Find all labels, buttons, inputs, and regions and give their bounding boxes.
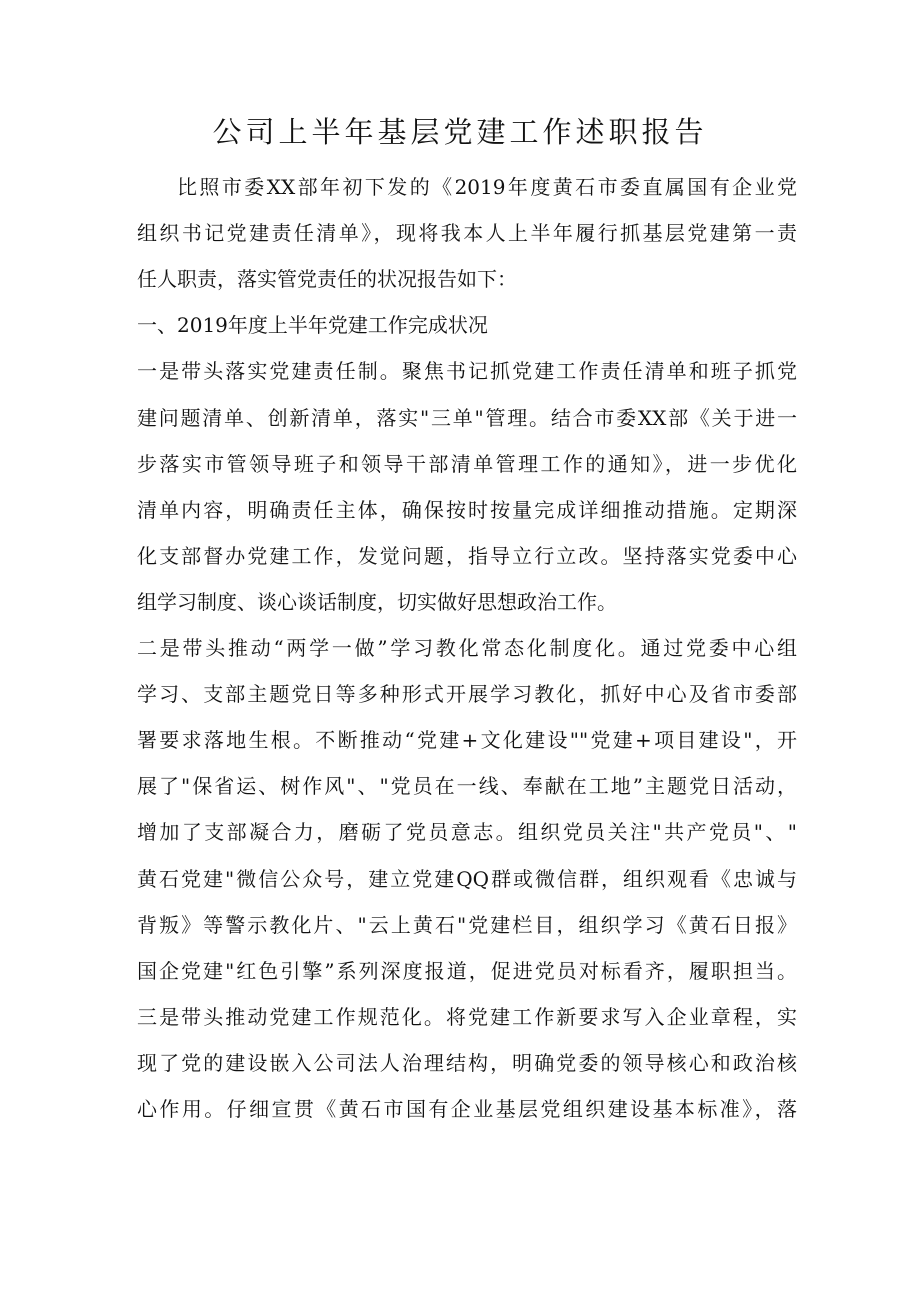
body-line: 国企党建"红色引擎”系列深度报道，促进党员对标看齐，履职担当。 [137,959,797,983]
body-line: 一是带头落实党建责任制。聚焦书记抓党建工作责任清单和班子抓党 [137,359,797,383]
body-line: 署要求落地生根。不断推动“党建+文化建设""党建+项目建设"，开 [137,728,797,752]
body-line: 黄石党建"微信公众号，建立党建QQ群或微信群，组织观看《忠诚与 [137,867,797,891]
body-line: 组织书记党建责任清单》，现将我本人上半年履行抓基层党建第一责 [137,221,797,245]
body-line: 组学习制度、谈心谈话制度，切实做好思想政治工作。 [137,590,617,614]
body-line: 步落实市管领导班子和领导干部清单管理工作的通知》，进一步优化 [137,452,797,476]
body-line: 比照市委XX部年初下发的《2019年度黄石市委直属国有企业党 [177,175,797,199]
body-line: 心作用。仔细宣贯《黄石市国有企业基层党组织建设基本标准》，落 [137,1097,797,1121]
body-line: 展了"保省运、树作风"、"党员在一线、奉献在工地”主题党日活动， [137,774,797,798]
body-line: 学习、支部主题党日等多种形式开展学习教化，抓好中心及省市委部 [137,682,797,706]
body-line: 二是带头推动“两学一做”学习教化常态化制度化。通过党委中心组 [137,636,797,660]
body-line: 建问题清单、创新清单，落实"三单"管理。结合市委XX部《关于进一 [137,406,797,430]
body-line: 三是带头推动党建工作规范化。将党建工作新要求写入企业章程，实 [137,1005,797,1029]
body-line: 任人职责，落实管党责任的状况报告如下： [137,267,517,291]
body-line: 清单内容，明确责任主体，确保按时按量完成详细推动措施。定期深 [137,498,797,522]
body-line: 一、2019年度上半年党建工作完成状况 [137,313,488,337]
document-title: 公司上半年基层党建工作述职报告 [212,115,708,149]
body-line: 现了党的建设嵌入公司法人治理结构，明确党委的领导核心和政治核 [137,1051,797,1075]
body-line: 化支部督办党建工作，发觉问题，指导立行立改。坚持落实党委中心 [137,544,797,568]
body-line: 增加了支部凝合力，磨砺了党员意志。组织党员关注"共产党员"、" [137,820,797,844]
body-line: 背叛》等警示教化片、"云上黄石"党建栏目，组织学习《黄石日报》 [137,913,797,937]
